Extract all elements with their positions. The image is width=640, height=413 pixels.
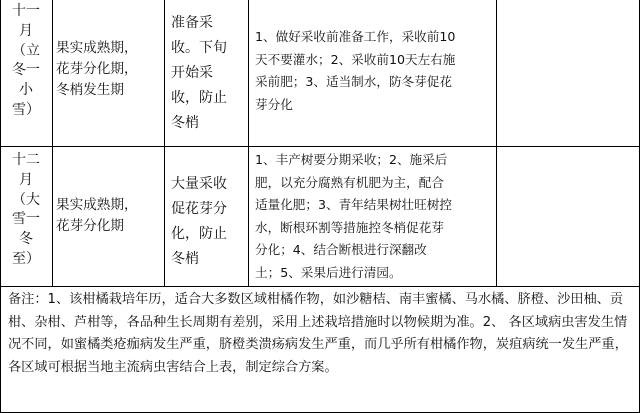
row-divider: [0, 286, 640, 287]
row-divider: [0, 146, 640, 147]
table-left-border: [0, 0, 1, 413]
technical-measures-cell: 1、丰产树要分期采收；2、施采后 肥，以充分腐熟有机肥为主，配合 适量化肥；3、青年结果树壮旺树控 水，断根环割等措施控冬梢促花芽 分化；4、结合断根进行深翻改 土；5、采果后进行清园。: [255, 152, 452, 280]
month-cell: 十二 月 （大 雪一 冬 至）: [12, 152, 40, 267]
table-note: 备注：1、该柑橘栽培年历，适合大多数区域柑橘作物，如沙糖桔、南丰蜜橘、马水橘、脐橙、沙田柚、贡柑、杂柑、芦柑等，各品种生长周期有差别，采用上述栽培措施时以物候期为准。2、 各区域病虫害发生情况不同，如蜜橘类疮痂病发生严重，脐橙类溃疡病发生严重，而几乎所有柑橘作物，炭疽病统一发生严重，各区域可根据当地主流病虫害结合上表，制定综合方案。: [8, 292, 628, 375]
column-divider: [164, 0, 165, 286]
growth-stage-cell: 果实成熟期， 花芽分化期， 冬梢发生期: [56, 40, 138, 98]
management-focus-cell: 大量采收 促花芽分 化，防止 冬梢: [171, 176, 227, 267]
growth-stage-cell: 果实成熟期， 花芽分化期: [56, 197, 138, 234]
month-cell: 十一 月 （立 冬一 小 雪）: [12, 3, 40, 118]
technical-measures-cell: 1、做好采收前准备工作，采收前10 天不要灌水；2、采收前10天左右施 采前肥；3、适当制水，防冬芽促花 芽分化: [255, 29, 456, 112]
management-focus-cell: 准备采 收。下旬 开始采 收，防止 冬梢: [171, 15, 227, 131]
column-divider: [52, 0, 53, 286]
